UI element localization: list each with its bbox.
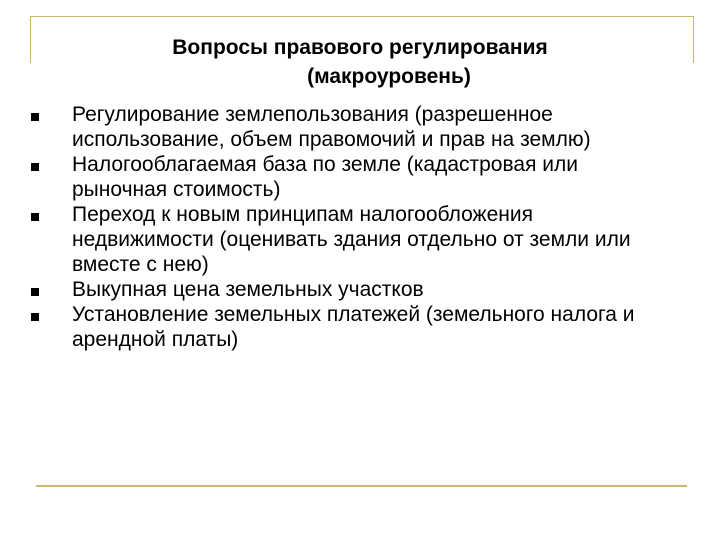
square-bullet-icon	[31, 213, 39, 221]
bullet-item	[28, 152, 678, 202]
bullet-text: Налогооблагаемая база по земле (кадастровая или рыночная стоимость)	[72, 153, 579, 201]
slide-title	[90, 33, 630, 91]
bullet-list	[28, 102, 678, 352]
frame-bottom-line	[36, 485, 687, 487]
bullet-text: Установление земельных платежей (земельного налога и арендной платы)	[72, 303, 635, 351]
slide-title-line2: (макроуровень)	[307, 65, 471, 88]
frame-right-line	[693, 16, 694, 63]
square-bullet-icon	[31, 163, 39, 171]
bullet-item	[28, 302, 678, 352]
bullet-text: Переход к новым принципам налогообложения недвижимости (оценивать здания отдельно от земли или вместе с нею)	[72, 203, 631, 276]
bullet-item	[28, 277, 678, 302]
bullet-text: Регулирование землепользования (разрешенное использование, объем правомочий и прав на землю)	[72, 103, 591, 151]
bullet-item	[28, 102, 678, 152]
square-bullet-icon	[31, 113, 39, 121]
square-bullet-icon	[31, 313, 39, 321]
slide-title-line1: Вопросы правового регулирования	[172, 36, 548, 59]
square-bullet-icon	[31, 288, 39, 296]
frame-top-line	[30, 16, 693, 17]
bullet-text: Выкупная цена земельных участков	[72, 278, 424, 301]
frame-left-line	[30, 16, 31, 63]
bullet-item	[28, 202, 678, 277]
